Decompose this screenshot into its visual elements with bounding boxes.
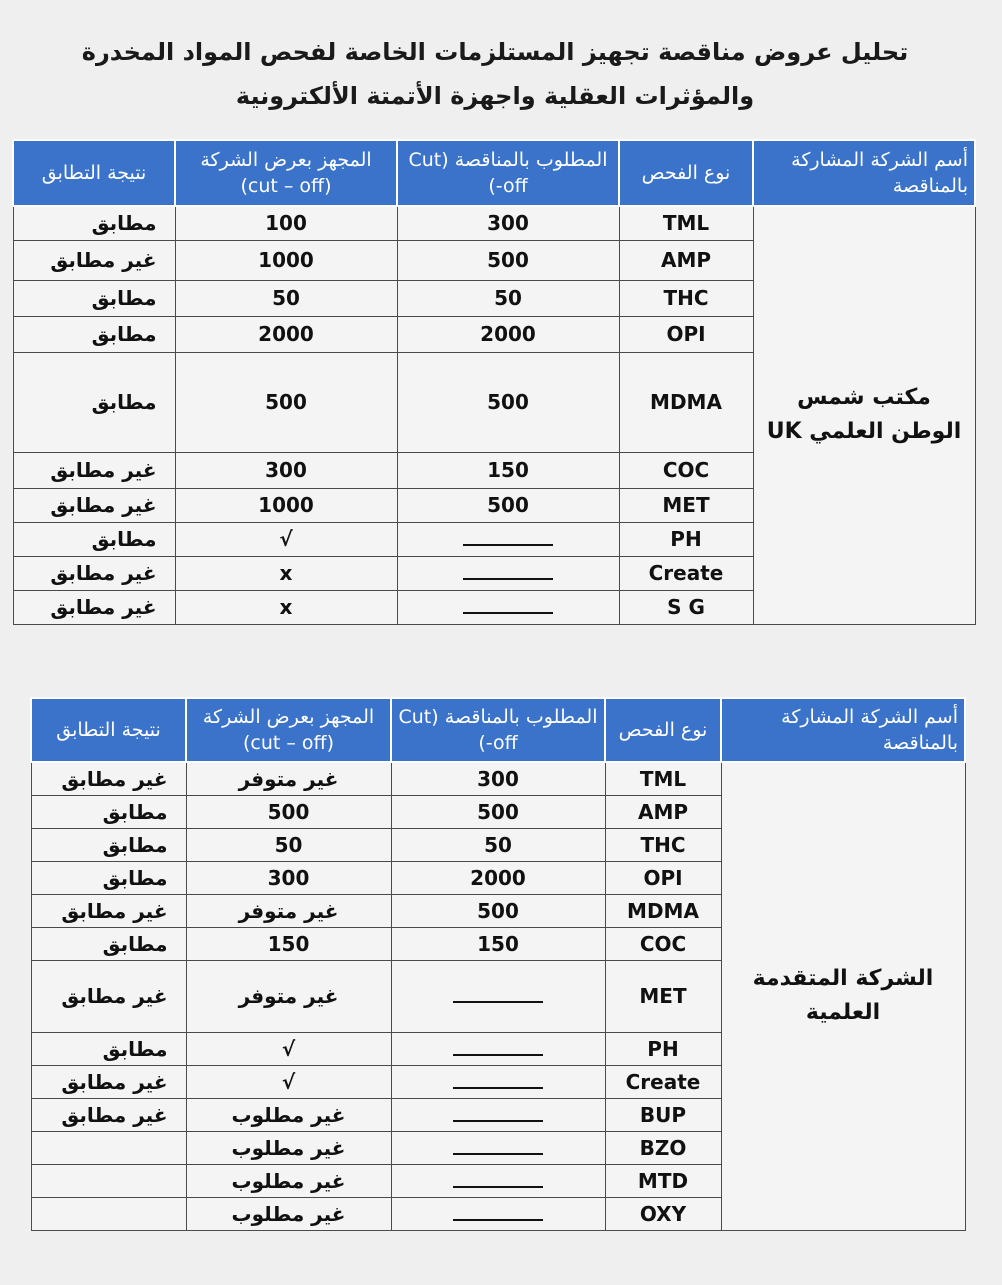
match-result-cell xyxy=(31,1164,186,1197)
test-type-cell: TML xyxy=(619,206,753,240)
required-cutoff-cell: 50 xyxy=(397,280,619,316)
required-cutoff-cell xyxy=(391,1065,605,1098)
test-type-cell: OPI xyxy=(619,316,753,352)
offered-cutoff-cell: 50 xyxy=(175,280,397,316)
company-name: الشركة المتقدمة العلمية xyxy=(721,762,965,1230)
offered-cutoff-cell: 500 xyxy=(175,352,397,452)
empty-dash-line xyxy=(453,987,543,1003)
required-cutoff-cell xyxy=(391,960,605,1032)
header-test-type: نوع الفحص xyxy=(619,140,753,206)
empty-dash-line xyxy=(453,1205,543,1221)
offered-cutoff-cell: 500 xyxy=(186,795,391,828)
empty-dash-line xyxy=(453,1040,543,1056)
required-cutoff-cell xyxy=(391,1032,605,1065)
offered-cutoff-cell: 2000 xyxy=(175,316,397,352)
test-type-cell: PH xyxy=(619,522,753,556)
match-result-cell: غير مطابق xyxy=(13,556,175,590)
required-cutoff-cell: 2000 xyxy=(397,316,619,352)
match-result-cell: غير مطابق xyxy=(31,1065,186,1098)
test-type-cell: MDMA xyxy=(619,352,753,452)
match-result-cell: مطابق xyxy=(31,1032,186,1065)
test-type-cell: PH xyxy=(605,1032,721,1065)
match-result-cell: غير مطابق xyxy=(31,960,186,1032)
test-type-cell: AMP xyxy=(619,240,753,280)
offers-table-1 xyxy=(12,139,976,625)
required-cutoff-cell xyxy=(391,1197,605,1230)
match-result-cell: مطابق xyxy=(13,206,175,240)
empty-dash-line xyxy=(453,1073,543,1089)
test-type-cell: AMP xyxy=(605,795,721,828)
match-result-cell: غير مطابق xyxy=(13,590,175,624)
test-type-cell: BUP xyxy=(605,1098,721,1131)
header-result: نتيجة التطابق xyxy=(31,698,186,762)
match-result-cell: مطابق xyxy=(31,795,186,828)
required-cutoff-cell: 500 xyxy=(397,488,619,522)
page-title: تحليل عروض مناقصة تجهيز المستلزمات الخاصة لفحص المواد المخدرة والمؤثرات العقلية واجهزة الأتمتة الألكترونية xyxy=(81,38,909,110)
header-company: أسم الشركة المشاركة بالمناقصة xyxy=(721,698,965,762)
test-type-cell: OXY xyxy=(605,1197,721,1230)
test-type-cell: MDMA xyxy=(605,894,721,927)
required-cutoff-cell: 500 xyxy=(397,352,619,452)
match-result-cell: غير مطابق xyxy=(13,240,175,280)
empty-dash-line xyxy=(453,1106,543,1122)
required-cutoff-cell: 50 xyxy=(391,828,605,861)
offered-cutoff-cell: x xyxy=(175,590,397,624)
test-type-cell: MET xyxy=(619,488,753,522)
offered-cutoff-cell: غير متوفر xyxy=(186,894,391,927)
offered-cutoff-cell: 1000 xyxy=(175,240,397,280)
required-cutoff-cell: 500 xyxy=(391,795,605,828)
header-result: نتيجة التطابق xyxy=(13,140,175,206)
required-cutoff-cell: 2000 xyxy=(391,861,605,894)
match-result-cell: مطابق xyxy=(13,280,175,316)
header-offered: المجهز بعرض الشركة (cut – off) xyxy=(175,140,397,206)
test-type-cell: TML xyxy=(605,762,721,795)
test-type-cell: Create xyxy=(619,556,753,590)
offered-cutoff-cell: √ xyxy=(186,1032,391,1065)
offered-cutoff-cell: 100 xyxy=(175,206,397,240)
required-cutoff-cell xyxy=(391,1164,605,1197)
test-type-cell: OPI xyxy=(605,861,721,894)
match-result-cell xyxy=(31,1197,186,1230)
offered-cutoff-cell: غير مطلوب xyxy=(186,1197,391,1230)
offered-cutoff-cell: 1000 xyxy=(175,488,397,522)
offered-cutoff-cell: 300 xyxy=(186,861,391,894)
offered-cutoff-cell: 150 xyxy=(186,927,391,960)
test-type-cell: THC xyxy=(619,280,753,316)
offered-cutoff-cell: 300 xyxy=(175,452,397,488)
test-type-cell: S G xyxy=(619,590,753,624)
test-type-cell: COC xyxy=(619,452,753,488)
table-row xyxy=(13,206,975,240)
test-type-cell: Create xyxy=(605,1065,721,1098)
offered-cutoff-cell: √ xyxy=(186,1065,391,1098)
offered-cutoff-cell: √ xyxy=(175,522,397,556)
match-result-cell xyxy=(31,1131,186,1164)
empty-dash-line xyxy=(463,564,553,580)
required-cutoff-cell: 500 xyxy=(397,240,619,280)
offered-cutoff-cell: غير متوفر xyxy=(186,960,391,1032)
test-type-cell: BZO xyxy=(605,1131,721,1164)
offered-cutoff-cell: x xyxy=(175,556,397,590)
offered-cutoff-cell: غير متوفر xyxy=(186,762,391,795)
offers-table-2 xyxy=(30,697,966,1231)
required-cutoff-cell: 300 xyxy=(397,206,619,240)
test-type-cell: MET xyxy=(605,960,721,1032)
match-result-cell: مطابق xyxy=(31,927,186,960)
header-test-type: نوع الفحص xyxy=(605,698,721,762)
header-offered: المجهز بعرض الشركة (cut – off) xyxy=(186,698,391,762)
required-cutoff-cell xyxy=(391,1131,605,1164)
empty-dash-line xyxy=(463,598,553,614)
match-result-cell: مطابق xyxy=(31,861,186,894)
required-cutoff-cell: 500 xyxy=(391,894,605,927)
match-result-cell: مطابق xyxy=(13,316,175,352)
required-cutoff-cell xyxy=(397,556,619,590)
match-result-cell: مطابق xyxy=(13,522,175,556)
required-cutoff-cell: 150 xyxy=(391,927,605,960)
empty-dash-line xyxy=(453,1139,543,1155)
empty-dash-line xyxy=(463,530,553,546)
match-result-cell: غير مطابق xyxy=(31,894,186,927)
header-required: المطلوب بالمناقصة (Cut -off) xyxy=(397,140,619,206)
test-type-cell: MTD xyxy=(605,1164,721,1197)
match-result-cell: غير مطابق xyxy=(31,1098,186,1131)
required-cutoff-cell xyxy=(397,590,619,624)
match-result-cell: غير مطابق xyxy=(13,452,175,488)
company-name: مكتب شمس الوطن العلمي UK xyxy=(753,206,975,624)
required-cutoff-cell: 300 xyxy=(391,762,605,795)
match-result-cell: مطابق xyxy=(31,828,186,861)
test-type-cell: THC xyxy=(605,828,721,861)
required-cutoff-cell xyxy=(397,522,619,556)
table-row xyxy=(31,762,965,795)
offered-cutoff-cell: 50 xyxy=(186,828,391,861)
match-result-cell: غير مطابق xyxy=(13,488,175,522)
offered-cutoff-cell: غير مطلوب xyxy=(186,1131,391,1164)
required-cutoff-cell xyxy=(391,1098,605,1131)
offered-cutoff-cell: غير مطلوب xyxy=(186,1098,391,1131)
header-required: المطلوب بالمناقصة (Cut -off) xyxy=(391,698,605,762)
offered-cutoff-cell: غير مطلوب xyxy=(186,1164,391,1197)
match-result-cell: غير مطابق xyxy=(31,762,186,795)
empty-dash-line xyxy=(453,1172,543,1188)
test-type-cell: COC xyxy=(605,927,721,960)
required-cutoff-cell: 150 xyxy=(397,452,619,488)
header-company: أسم الشركة المشاركة بالمناقصة xyxy=(753,140,975,206)
match-result-cell: مطابق xyxy=(13,352,175,452)
